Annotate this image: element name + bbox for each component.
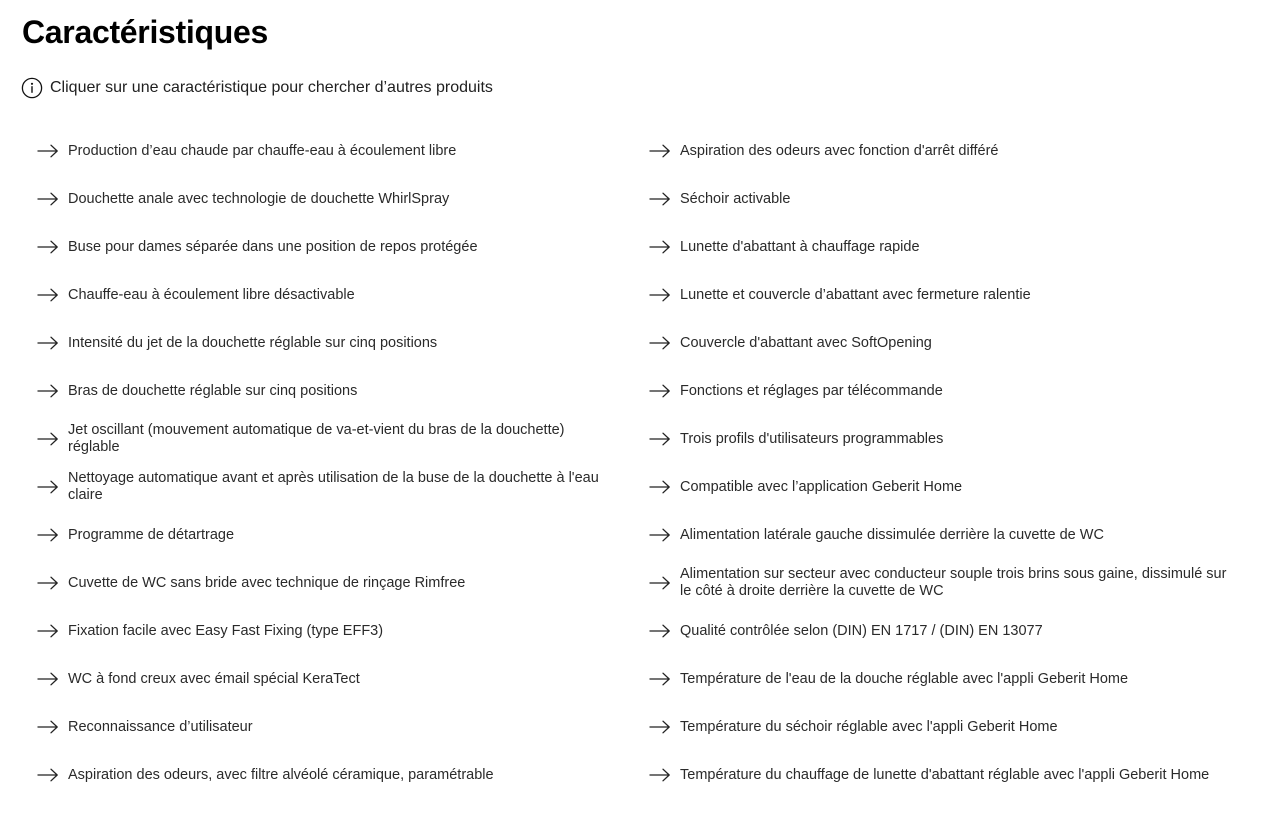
arrow-right-icon [649,288,671,302]
feature-label: Compatible avec l’application Geberit Home [680,478,963,495]
arrow-right-icon [649,144,671,158]
feature-label: Intensité du jet de la douchette réglable sur cinq positions [68,334,438,351]
feature-label: Aspiration des odeurs avec fonction d'arrêt différé [680,142,999,159]
arrow-right-icon [37,528,59,542]
feature-link[interactable] [36,463,616,511]
arrow-right-icon [649,768,671,782]
arrow-right-icon [649,672,671,686]
arrow-right-icon [649,576,671,590]
arrow-right-icon [37,768,59,782]
feature-link[interactable] [36,511,616,559]
feature-link[interactable] [36,607,616,655]
info-hint-text: Cliquer sur une caractéristique pour chercher d’autres produits [50,79,493,96]
feature-link[interactable] [648,607,1228,655]
feature-label: Séchoir activable [680,190,791,207]
feature-link[interactable] [648,319,1228,367]
feature-label: Température du chauffage de lunette d'abattant réglable avec l'appli Geberit Home [680,766,1210,783]
feature-label: Fixation facile avec Easy Fast Fixing (type EFF3) [68,622,384,639]
feature-link[interactable] [648,463,1228,511]
arrow-right-icon [649,336,671,350]
feature-link[interactable] [36,175,616,223]
features-column-left [36,127,616,799]
feature-link[interactable] [648,511,1228,559]
feature-label: Alimentation sur secteur avec conducteur souple trois brins sous gaine, dissimulé sur le côté à droite derrière la cuvette de WC [680,566,1227,599]
feature-link[interactable] [648,655,1228,703]
feature-label: Douchette anale avec technologie de douchette WhirlSpray [68,190,450,207]
arrow-right-icon [37,192,59,206]
info-icon [21,77,43,99]
feature-label: Couvercle d'abattant avec SoftOpening [680,334,932,351]
feature-link[interactable] [648,559,1228,607]
feature-link[interactable] [648,175,1228,223]
feature-label: Production d’eau chaude par chauffe-eau à écoulement libre [68,142,457,159]
feature-link[interactable] [648,127,1228,175]
feature-link[interactable] [36,127,616,175]
feature-link[interactable] [648,751,1228,799]
feature-link[interactable] [36,415,616,463]
feature-link[interactable] [648,223,1228,271]
feature-link[interactable] [36,655,616,703]
feature-label: Aspiration des odeurs, avec filtre alvéolé céramique, paramétrable [68,766,494,783]
arrow-right-icon [37,336,59,350]
info-hint [21,76,493,100]
feature-label: Cuvette de WC sans bride avec technique de rinçage Rimfree [68,574,466,591]
feature-label: Programme de détartrage [68,526,235,543]
feature-label: Nettoyage automatique avant et après utilisation de la buse de la douchette à l'eau claire [68,470,599,503]
arrow-right-icon [37,288,59,302]
features-column-right [648,127,1228,799]
page-title: Caractéristiques [22,14,268,50]
arrow-right-icon [649,432,671,446]
feature-label: Trois profils d'utilisateurs programmables [680,430,944,447]
feature-link[interactable] [36,319,616,367]
feature-link[interactable] [36,271,616,319]
feature-label: Qualité contrôlée selon (DIN) EN 1717 / (DIN) EN 13077 [680,622,1043,639]
feature-label: Buse pour dames séparée dans une position de repos protégée [68,238,478,255]
feature-label: Alimentation latérale gauche dissimulée derrière la cuvette de WC [680,526,1104,543]
feature-label: Lunette d'abattant à chauffage rapide [680,238,920,255]
feature-label: Température du séchoir réglable avec l'appli Geberit Home [680,718,1058,735]
arrow-right-icon [649,240,671,254]
arrow-right-icon [37,576,59,590]
arrow-right-icon [649,624,671,638]
arrow-right-icon [649,192,671,206]
feature-link[interactable] [36,559,616,607]
arrow-right-icon [37,144,59,158]
arrow-right-icon [37,384,59,398]
arrow-right-icon [37,480,59,494]
feature-label: Jet oscillant (mouvement automatique de va-et-vient du bras de la douchette) réglable [68,422,565,455]
arrow-right-icon [37,720,59,734]
arrow-right-icon [37,624,59,638]
feature-label: Reconnaissance d’utilisateur [68,718,253,735]
arrow-right-icon [37,672,59,686]
feature-link[interactable] [36,703,616,751]
arrow-right-icon [649,720,671,734]
arrow-right-icon [37,432,59,446]
feature-link[interactable] [648,703,1228,751]
arrow-right-icon [649,528,671,542]
feature-link[interactable] [648,415,1228,463]
arrow-right-icon [649,480,671,494]
arrow-right-icon [37,240,59,254]
feature-link[interactable] [648,367,1228,415]
feature-label: Bras de douchette réglable sur cinq positions [68,382,358,399]
feature-link[interactable] [36,367,616,415]
feature-label: Fonctions et réglages par télécommande [680,382,943,399]
feature-link[interactable] [36,751,616,799]
feature-label: Lunette et couvercle d’abattant avec fermeture ralentie [680,286,1031,303]
feature-link[interactable] [648,271,1228,319]
arrow-right-icon [649,384,671,398]
feature-link[interactable] [36,223,616,271]
feature-label: Chauffe-eau à écoulement libre désactivable [68,286,355,303]
feature-label: WC à fond creux avec émail spécial KeraTect [68,670,360,687]
feature-label: Température de l'eau de la douche réglable avec l'appli Geberit Home [680,670,1129,687]
